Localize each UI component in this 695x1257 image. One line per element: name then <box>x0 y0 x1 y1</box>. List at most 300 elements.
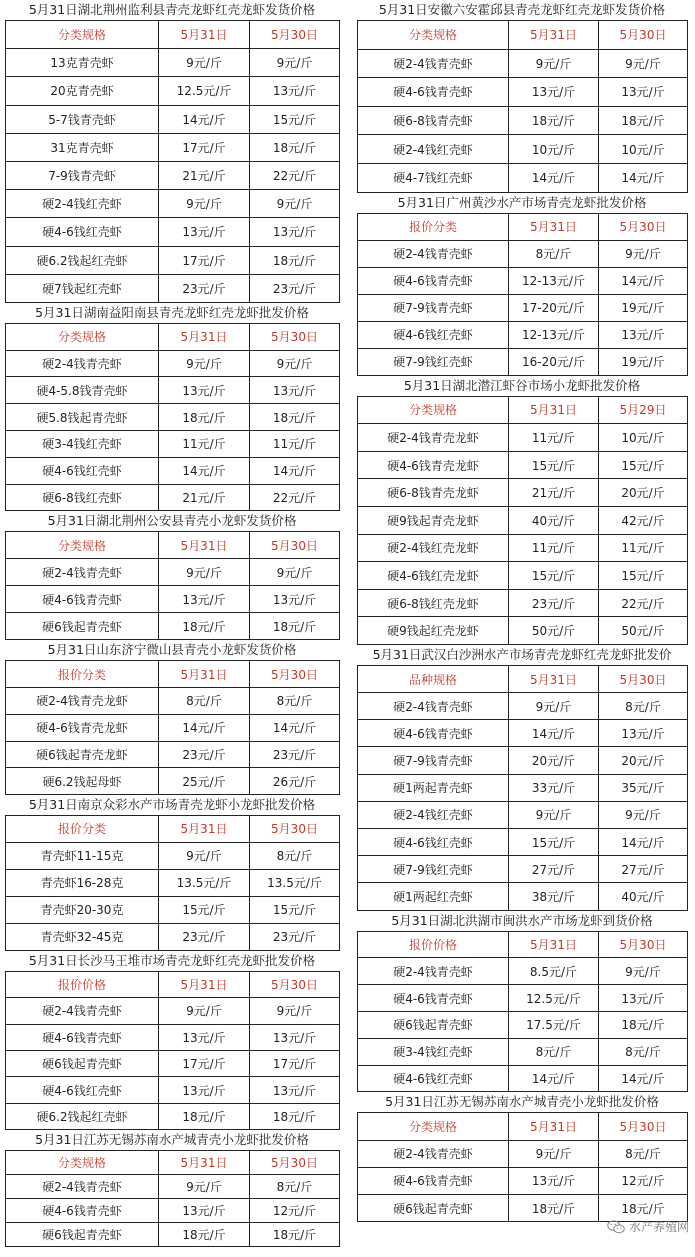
header-cell: 5月30日 <box>599 665 688 692</box>
price-cell: 13元/斤 <box>159 586 250 613</box>
header-cell: 5月31日 <box>509 1113 599 1140</box>
header-cell: 5月30日 <box>250 971 340 997</box>
watermark <box>607 1218 689 1235</box>
header-cell: 分类规格 <box>6 1151 159 1175</box>
spec-cell: 硬4-6钱青壳虾 <box>358 267 509 294</box>
price-cell: 18元/斤 <box>159 1103 250 1129</box>
price-cell: 13元/斤 <box>250 1024 340 1050</box>
table-header-row <box>6 971 340 997</box>
table-header-row <box>358 1113 688 1140</box>
price-cell: 9元/斤 <box>250 190 340 218</box>
price-cell: 27元/斤 <box>509 856 599 883</box>
price-cell: 17元/斤 <box>250 1051 340 1077</box>
price-cell: 21元/斤 <box>159 161 250 189</box>
table-row <box>6 714 340 741</box>
spec-cell: 硬4-6钱青壳虾 <box>6 1024 159 1050</box>
spec-cell: 硬2-4钱青壳虾 <box>358 693 509 720</box>
price-cell: 15元/斤 <box>599 562 688 590</box>
spec-cell: 硬2-4钱青壳虾 <box>358 49 509 78</box>
price-cell: 13元/斤 <box>250 77 340 105</box>
price-cell: 27元/斤 <box>599 856 688 883</box>
price-cell: 18元/斤 <box>250 1103 340 1129</box>
header-cell: 分类规格 <box>6 532 159 559</box>
price-cell: 8元/斤 <box>250 842 340 869</box>
table-row <box>6 457 340 484</box>
price-cell: 8元/斤 <box>250 1175 340 1199</box>
price-cell: 9元/斤 <box>159 998 250 1024</box>
price-cell: 18元/斤 <box>250 1223 340 1247</box>
header-cell: 5月30日 <box>250 532 340 559</box>
table-title: 5月31日广州黄沙水产市场青壳龙虾批发价格 <box>397 194 647 210</box>
price-cell: 13元/斤 <box>250 1077 340 1103</box>
price-cell: 8元/斤 <box>159 688 250 715</box>
price-table <box>357 396 688 645</box>
price-cell: 13元/斤 <box>599 985 688 1012</box>
table-title: 5月31日湖北潜江虾谷市场小龙虾批发价格 <box>403 377 641 393</box>
table-row <box>6 1223 340 1247</box>
table-row <box>358 747 688 774</box>
table-header-row <box>6 532 340 559</box>
table-row <box>358 1038 688 1065</box>
spec-cell: 硬4-6钱青壳龙虾 <box>6 714 159 741</box>
spec-cell: 硬2-4钱红壳虾 <box>358 801 509 828</box>
spec-cell: 硬6.2钱起母虾 <box>6 768 159 795</box>
price-cell: 18元/斤 <box>599 106 688 135</box>
price-cell: 14元/斤 <box>599 267 688 294</box>
table-title: 5月31日长沙马王堆市场青壳龙虾红壳龙虾批发价格 <box>28 952 316 968</box>
table-row <box>358 348 688 375</box>
spec-cell: 青壳虾20-30克 <box>6 896 159 923</box>
table-title: 5月31日武汉白沙洲水产市场青壳龙虾红壳龙虾批发价 <box>372 646 672 662</box>
right-price-block-5 <box>357 1092 687 1222</box>
table-row <box>358 774 688 801</box>
table-row <box>6 1103 340 1129</box>
left-price-block-6 <box>5 1130 339 1247</box>
price-cell: 13元/斤 <box>250 218 340 246</box>
price-table <box>5 815 340 951</box>
table-row <box>6 350 340 377</box>
price-cell: 23元/斤 <box>250 274 340 302</box>
table-row <box>358 883 688 910</box>
price-cell: 23元/斤 <box>159 923 250 950</box>
table-row <box>6 688 340 715</box>
header-cell: 5月31日 <box>159 532 250 559</box>
header-cell: 5月30日 <box>250 323 340 350</box>
spec-cell: 硬3-4钱红壳虾 <box>358 1038 509 1065</box>
spec-cell: 硬4-7钱红壳虾 <box>358 163 509 192</box>
spec-cell: 硬2-4钱青壳虾 <box>358 958 509 985</box>
table-row <box>358 321 688 348</box>
table-row <box>6 49 340 77</box>
spec-cell: 硬1两起红壳虾 <box>358 883 509 910</box>
header-cell: 报价分类 <box>6 815 159 842</box>
spec-cell: 硬4-6钱青壳虾 <box>358 1167 509 1194</box>
price-cell: 11元/斤 <box>599 534 688 562</box>
table-header-row <box>358 396 688 424</box>
price-table <box>5 660 340 794</box>
price-cell: 26元/斤 <box>250 768 340 795</box>
table-row <box>358 534 688 562</box>
spec-cell: 硬9钱起红壳龙虾 <box>358 617 509 645</box>
price-cell: 9元/斤 <box>599 49 688 78</box>
header-cell: 5月31日 <box>509 396 599 424</box>
spec-cell: 硬4-6钱红壳虾 <box>6 218 159 246</box>
table-row <box>358 958 688 985</box>
table-row <box>6 1199 340 1223</box>
spec-cell: 硬2-4钱红壳虾 <box>6 190 159 218</box>
header-cell: 5月31日 <box>159 1151 250 1175</box>
price-cell: 9元/斤 <box>599 958 688 985</box>
table-row <box>358 78 688 107</box>
table-header-row <box>358 213 688 240</box>
price-cell: 14元/斤 <box>159 457 250 484</box>
price-cell: 23元/斤 <box>159 741 250 768</box>
price-cell: 17元/斤 <box>159 1051 250 1077</box>
spec-cell: 硬4-6钱青壳虾 <box>6 586 159 613</box>
table-row <box>6 431 340 458</box>
table-row <box>358 562 688 590</box>
spec-cell: 硬6钱起青壳虾 <box>6 1223 159 1247</box>
price-cell: 20元/斤 <box>599 479 688 507</box>
price-cell: 14元/斤 <box>509 163 599 192</box>
spec-cell: 青壳虾16-28克 <box>6 869 159 896</box>
table-row <box>6 274 340 302</box>
price-cell: 40元/斤 <box>509 506 599 534</box>
table-row <box>358 720 688 747</box>
table-row <box>6 559 340 586</box>
price-cell: 14元/斤 <box>599 163 688 192</box>
price-cell: 18元/斤 <box>250 613 340 640</box>
price-table <box>357 20 688 193</box>
header-cell: 5月31日 <box>509 213 599 240</box>
spec-cell: 硬4-6钱红壳龙虾 <box>358 562 509 590</box>
price-cell: 9元/斤 <box>509 693 599 720</box>
price-cell: 19元/斤 <box>599 294 688 321</box>
header-cell: 5月29日 <box>599 396 688 424</box>
spec-cell: 硬4-6钱红壳虾 <box>6 1077 159 1103</box>
price-cell: 13元/斤 <box>509 1167 599 1194</box>
price-cell: 18元/斤 <box>599 1011 688 1038</box>
table-row <box>6 869 340 896</box>
price-cell: 13元/斤 <box>599 321 688 348</box>
price-cell: 9元/斤 <box>159 190 250 218</box>
spec-cell: 硬6-8钱红壳虾 <box>6 484 159 511</box>
table-row <box>358 617 688 645</box>
price-cell: 14元/斤 <box>509 1065 599 1092</box>
price-cell: 13元/斤 <box>159 1199 250 1223</box>
spec-cell: 7-9钱青壳虾 <box>6 161 159 189</box>
header-cell: 分类规格 <box>6 21 159 49</box>
price-cell: 14元/斤 <box>250 714 340 741</box>
header-cell: 分类规格 <box>358 1113 509 1140</box>
price-cell: 11元/斤 <box>159 431 250 458</box>
header-cell: 5月31日 <box>509 665 599 692</box>
price-table <box>357 1112 688 1222</box>
price-cell: 14元/斤 <box>509 720 599 747</box>
price-cell: 9元/斤 <box>159 842 250 869</box>
price-cell: 15元/斤 <box>250 896 340 923</box>
price-cell: 12.5元/斤 <box>509 985 599 1012</box>
spec-cell: 硬2-4钱青壳虾 <box>6 350 159 377</box>
table-row <box>6 377 340 404</box>
price-cell: 9元/斤 <box>159 350 250 377</box>
price-table <box>5 20 340 303</box>
table-header-row <box>6 815 340 842</box>
price-table <box>5 323 340 512</box>
table-row <box>358 267 688 294</box>
spec-cell: 硬2-4钱红壳龙虾 <box>358 534 509 562</box>
header-cell: 分类规格 <box>358 21 509 50</box>
left-price-block-4 <box>5 795 339 951</box>
spec-cell: 硬2-4钱青壳虾 <box>6 1175 159 1199</box>
price-cell: 21元/斤 <box>509 479 599 507</box>
price-cell: 35元/斤 <box>599 774 688 801</box>
wechat-icon <box>607 1220 625 1234</box>
table-row <box>6 246 340 274</box>
spec-cell: 硬7-9钱青壳虾 <box>358 294 509 321</box>
price-cell: 8元/斤 <box>509 240 599 267</box>
spec-cell: 硬4-6钱青壳虾 <box>358 720 509 747</box>
spec-cell: 硬7-9钱红壳虾 <box>358 856 509 883</box>
spec-cell: 硬2-4钱青壳龙虾 <box>358 424 509 452</box>
table-header-row <box>6 1151 340 1175</box>
price-cell: 14元/斤 <box>159 714 250 741</box>
price-cell: 13元/斤 <box>159 377 250 404</box>
table-row <box>358 451 688 479</box>
price-cell: 9元/斤 <box>250 998 340 1024</box>
right-price-block-2 <box>357 376 687 645</box>
price-cell: 9元/斤 <box>159 559 250 586</box>
table-row <box>358 1011 688 1038</box>
spec-cell: 硬2-4钱青壳虾 <box>6 998 159 1024</box>
price-cell: 8.5元/斤 <box>509 958 599 985</box>
watermark-text: 水产养殖网 <box>628 1220 689 1234</box>
table-row <box>6 218 340 246</box>
spec-cell: 硬6钱起青壳龙虾 <box>6 741 159 768</box>
price-cell: 8元/斤 <box>599 693 688 720</box>
table-row <box>6 1024 340 1050</box>
left-price-block-3 <box>5 640 339 794</box>
table-row <box>6 1175 340 1199</box>
price-cell: 19元/斤 <box>599 348 688 375</box>
spec-cell: 硬4-6钱红壳虾 <box>358 829 509 856</box>
price-cell: 12.5元/斤 <box>159 77 250 105</box>
price-cell: 10元/斤 <box>599 135 688 164</box>
price-cell: 15元/斤 <box>159 896 250 923</box>
price-cell: 13元/斤 <box>599 78 688 107</box>
table-row <box>6 1077 340 1103</box>
spec-cell: 硬6钱起青壳虾 <box>6 613 159 640</box>
price-cell: 15元/斤 <box>509 451 599 479</box>
spec-cell: 硬4-6钱红壳虾 <box>358 1065 509 1092</box>
left-price-block-0 <box>5 0 339 303</box>
price-cell: 9元/斤 <box>159 1175 250 1199</box>
price-cell: 17.5元/斤 <box>509 1011 599 1038</box>
price-cell: 38元/斤 <box>509 883 599 910</box>
table-row <box>6 190 340 218</box>
spec-cell: 硬4-6钱青壳虾 <box>358 985 509 1012</box>
table-row <box>6 586 340 613</box>
table-row <box>358 294 688 321</box>
left-price-block-2 <box>5 511 339 640</box>
table-row <box>6 1051 340 1077</box>
price-cell: 22元/斤 <box>250 161 340 189</box>
spec-cell: 硬2-4钱青壳虾 <box>6 559 159 586</box>
price-cell: 8元/斤 <box>509 1038 599 1065</box>
price-cell: 11元/斤 <box>509 424 599 452</box>
spec-cell: 青壳虾32-45克 <box>6 923 159 950</box>
price-cell: 9元/斤 <box>159 49 250 77</box>
price-cell: 18元/斤 <box>250 246 340 274</box>
price-cell: 18元/斤 <box>159 613 250 640</box>
spec-cell: 硬6钱起青壳虾 <box>358 1194 509 1221</box>
table-row <box>6 998 340 1024</box>
price-cell: 18元/斤 <box>159 1223 250 1247</box>
price-cell: 22元/斤 <box>599 589 688 617</box>
table-row <box>358 1140 688 1167</box>
spec-cell: 5-7钱青壳虾 <box>6 105 159 133</box>
header-cell: 5月31日 <box>509 21 599 50</box>
price-cell: 9元/斤 <box>250 350 340 377</box>
price-cell: 13元/斤 <box>250 377 340 404</box>
table-title: 5月31日湖南益阳南县青壳龙虾红壳龙虾批发价格 <box>35 304 309 320</box>
price-table <box>5 971 340 1130</box>
table-row <box>6 768 340 795</box>
header-cell: 5月31日 <box>159 323 250 350</box>
header-cell: 报价分类 <box>358 213 509 240</box>
table-row <box>358 1167 688 1194</box>
price-cell: 50元/斤 <box>509 617 599 645</box>
price-cell: 13元/斤 <box>159 1077 250 1103</box>
spec-cell: 硬3-4钱红壳虾 <box>6 431 159 458</box>
price-cell: 21元/斤 <box>159 484 250 511</box>
table-title: 5月31日安徽六安霍邱县青壳龙虾红壳龙虾发货价格 <box>378 2 666 17</box>
spec-cell: 13克青壳虾 <box>6 49 159 77</box>
price-cell: 18元/斤 <box>509 1194 599 1221</box>
table-row <box>6 842 340 869</box>
spec-cell: 硬6钱起青壳虾 <box>358 1011 509 1038</box>
spec-cell: 硬6-8钱红壳龙虾 <box>358 589 509 617</box>
table-row <box>358 424 688 452</box>
price-cell: 17-20元/斤 <box>509 294 599 321</box>
price-table <box>357 665 688 911</box>
spec-cell: 硬2-4钱青壳虾 <box>358 240 509 267</box>
spec-cell: 硬2-4钱红壳虾 <box>358 135 509 164</box>
table-row <box>358 479 688 507</box>
price-cell: 42元/斤 <box>599 506 688 534</box>
price-cell: 23元/斤 <box>509 589 599 617</box>
left-price-block-1 <box>5 303 339 512</box>
header-cell: 5月31日 <box>159 21 250 49</box>
price-cell: 23元/斤 <box>159 274 250 302</box>
price-cell: 10元/斤 <box>599 424 688 452</box>
spec-cell: 硬2-4钱青壳虾 <box>358 1140 509 1167</box>
table-title: 5月31日湖北洪湖市闽洪水产市场龙虾到货价格 <box>391 912 653 928</box>
table-row <box>6 404 340 431</box>
spec-cell: 硬9钱起青壳龙虾 <box>358 506 509 534</box>
table-row <box>358 1065 688 1092</box>
price-cell: 14元/斤 <box>159 105 250 133</box>
price-table <box>5 1150 340 1247</box>
spec-cell: 硬6.2钱起红壳虾 <box>6 1103 159 1129</box>
spec-cell: 硬4-6钱青壳虾 <box>6 1199 159 1223</box>
spec-cell: 硬4-6钱红壳虾 <box>358 321 509 348</box>
price-cell: 23元/斤 <box>250 923 340 950</box>
price-cell: 40元/斤 <box>599 883 688 910</box>
price-cell: 10元/斤 <box>509 135 599 164</box>
header-cell: 报价价格 <box>358 931 509 958</box>
table-title: 5月31日江苏无锡苏南水产城青壳小龙虾批发价格 <box>35 1132 309 1148</box>
price-cell: 11元/斤 <box>509 534 599 562</box>
price-cell: 15元/斤 <box>599 451 688 479</box>
price-cell: 33元/斤 <box>509 774 599 801</box>
price-cell: 13.5元/斤 <box>250 869 340 896</box>
header-cell: 分类规格 <box>358 396 509 424</box>
price-cell: 17元/斤 <box>159 133 250 161</box>
table-row <box>6 161 340 189</box>
price-table <box>357 213 688 376</box>
price-cell: 13元/斤 <box>599 720 688 747</box>
header-cell: 5月30日 <box>250 21 340 49</box>
price-cell: 9元/斤 <box>599 801 688 828</box>
table-title: 5月31日江苏无锡苏南水产城青壳小龙虾批发价格 <box>385 1094 659 1110</box>
spec-cell: 硬4-6钱红壳虾 <box>6 457 159 484</box>
price-cell: 50元/斤 <box>599 617 688 645</box>
spec-cell: 硬6.2钱起红壳虾 <box>6 246 159 274</box>
price-cell: 8元/斤 <box>599 1140 688 1167</box>
price-cell: 16-20元/斤 <box>509 348 599 375</box>
price-cell: 13元/斤 <box>159 1024 250 1050</box>
price-cell: 8元/斤 <box>250 688 340 715</box>
header-cell: 品种规格 <box>358 665 509 692</box>
price-cell: 13元/斤 <box>509 78 599 107</box>
spec-cell: 硬6钱起青壳虾 <box>6 1051 159 1077</box>
price-cell: 11元/斤 <box>250 431 340 458</box>
price-table <box>5 531 340 640</box>
table-row <box>358 49 688 78</box>
table-row <box>358 693 688 720</box>
price-cell: 9元/斤 <box>509 801 599 828</box>
header-cell: 5月30日 <box>599 931 688 958</box>
spec-cell: 31克青壳虾 <box>6 133 159 161</box>
table-row <box>358 106 688 135</box>
header-cell: 5月30日 <box>599 21 688 50</box>
price-cell: 14元/斤 <box>599 1065 688 1092</box>
spec-cell: 硬6-8钱青壳虾 <box>358 106 509 135</box>
table-row <box>358 856 688 883</box>
table-row <box>6 741 340 768</box>
header-cell: 5月30日 <box>250 661 340 688</box>
price-cell: 18元/斤 <box>509 106 599 135</box>
spec-cell: 青壳虾11-15克 <box>6 842 159 869</box>
header-cell: 5月30日 <box>599 1113 688 1140</box>
price-cell: 13元/斤 <box>159 218 250 246</box>
table-row <box>6 923 340 950</box>
header-cell: 分类规格 <box>6 323 159 350</box>
price-cell: 15元/斤 <box>250 105 340 133</box>
header-cell: 报价分类 <box>6 661 159 688</box>
price-cell: 9元/斤 <box>250 559 340 586</box>
price-cell: 18元/斤 <box>250 133 340 161</box>
table-header-row <box>358 21 688 50</box>
table-row <box>6 484 340 511</box>
price-cell: 9元/斤 <box>509 1140 599 1167</box>
price-cell: 17元/斤 <box>159 246 250 274</box>
header-cell: 5月31日 <box>159 815 250 842</box>
header-cell: 5月31日 <box>159 971 250 997</box>
table-row <box>358 506 688 534</box>
header-cell: 报价价格 <box>6 971 159 997</box>
